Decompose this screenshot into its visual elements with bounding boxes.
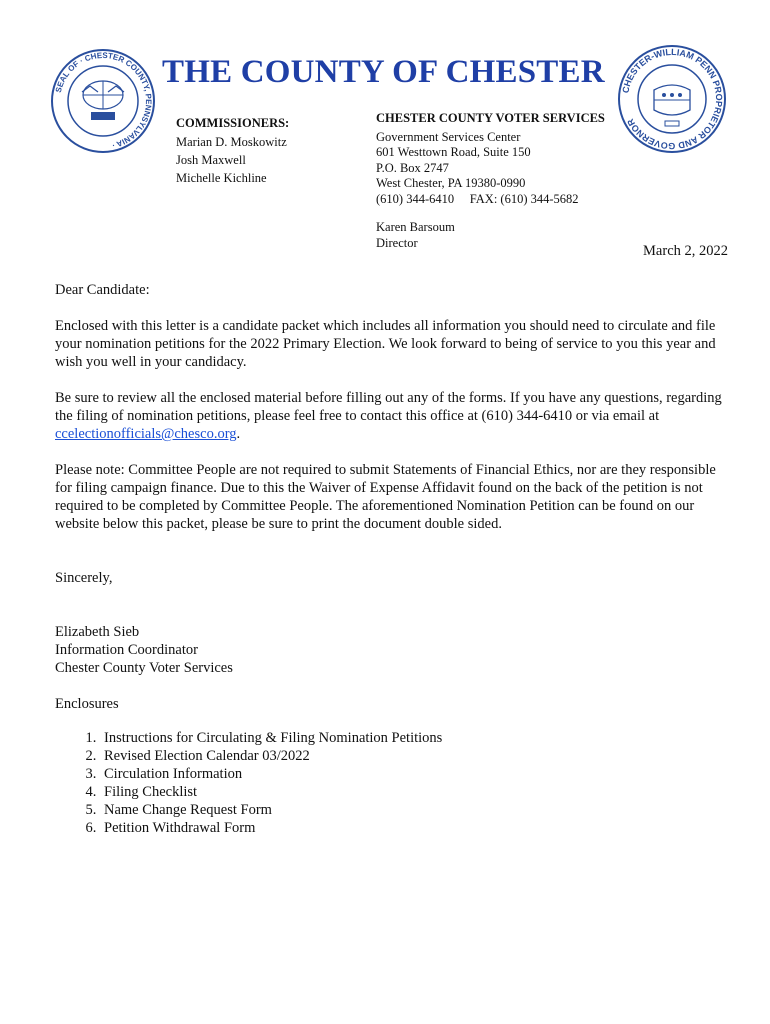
list-item: 4. Filing Checklist — [100, 783, 723, 801]
paragraph-intro: Enclosed with this letter is a candidate packet which includes all information you should need to circulate and file your nomination petitions for the 2022 Primary Election. We look forward to being of service to you this year and wish you well in your candidacy. — [55, 318, 716, 370]
office-line: P.O. Box 2747 — [376, 160, 449, 175]
office-line: West Chester, PA 19380-0990 — [376, 176, 526, 190]
paragraph-note: Please note: Committee People are not required to submit Statements of Financial Ethics, nor are they responsible for filing campaign finance. Due to this the Waiver of Expense Affidavit found on the back of the petition is not required to be completed by Committee People. The aforementioned Nomination Petition can be found on our website below this packet, please be sure to print the document double sided. — [55, 462, 716, 532]
commissioners-heading: COMMISSIONERS: — [176, 116, 290, 130]
svg-text:SEAL OF · CHESTER COUNTY, PENN: SEAL OF · CHESTER COUNTY, PENNSYLVANIA · — [53, 50, 154, 151]
office-phone-fax: (610) 344-6410 FAX: (610) 344-5682 — [376, 191, 579, 206]
list-item: 1. Instructions for Circulating & Filing Nomination Petitions — [100, 729, 723, 747]
signer-name: Elizabeth Sieb — [55, 624, 140, 640]
county-seal-right — [617, 44, 727, 154]
signer-title: Information Coordinator — [55, 642, 198, 658]
signature-block — [55, 623, 723, 677]
commissioner-name: Josh Maxwell — [176, 153, 246, 167]
salutation: Dear Candidate: — [55, 282, 150, 298]
list-item: 3. Circulation Information — [100, 765, 723, 783]
office-line: Government Services Center — [376, 129, 521, 144]
paragraph-contact: Be sure to review all the enclosed material before filling out any of the forms. If you have any questions, regarding the filing of nomination petitions, please feel free to contact this office at (610) 344-6410 or via email at ccelectionofficials@chesco.org. — [55, 390, 722, 442]
page-title: THE COUNTY OF CHESTER — [162, 54, 605, 90]
letter-date: March 2, 2022 — [643, 243, 728, 259]
paragraph-contact-text: Be sure to review all the enclosed material before filling out any of the forms. If you have any questions, regarding the filing of nomination petitions, please feel free to contact this office at (610) 344-6410 or via email at — [55, 390, 722, 424]
list-item: 2. Revised Election Calendar 03/2022 — [100, 747, 723, 765]
office-heading: CHESTER COUNTY VOTER SERVICES — [376, 111, 605, 125]
commissioner-name: Marian D. Moskowitz — [176, 135, 287, 149]
svg-text:CHESTER-WILLIAM PENN PROPRIETO: CHESTER-WILLIAM PENN PROPRIETOR AND GOVERNOR — [620, 46, 725, 152]
office-line: 601 Westtown Road, Suite 150 — [376, 145, 531, 159]
director-name: Karen Barsoum — [376, 220, 455, 234]
commissioners-block — [176, 114, 289, 187]
closing: Sincerely, — [55, 570, 113, 586]
office-address-block — [376, 111, 605, 251]
email-link[interactable]: ccelectionofficials@chesco.org — [55, 426, 237, 442]
county-seal-left — [50, 48, 156, 154]
commissioner-name: Michelle Kichline — [176, 171, 267, 185]
enclosures-label: Enclosures — [55, 696, 119, 712]
list-item: 5. Name Change Request Form — [100, 801, 723, 819]
letter-body — [55, 281, 723, 837]
list-item: 6. Petition Withdrawal Form — [100, 819, 723, 837]
signer-org: Chester County Voter Services — [55, 660, 233, 676]
director-title: Director — [376, 235, 418, 250]
enclosures-list — [55, 729, 723, 837]
